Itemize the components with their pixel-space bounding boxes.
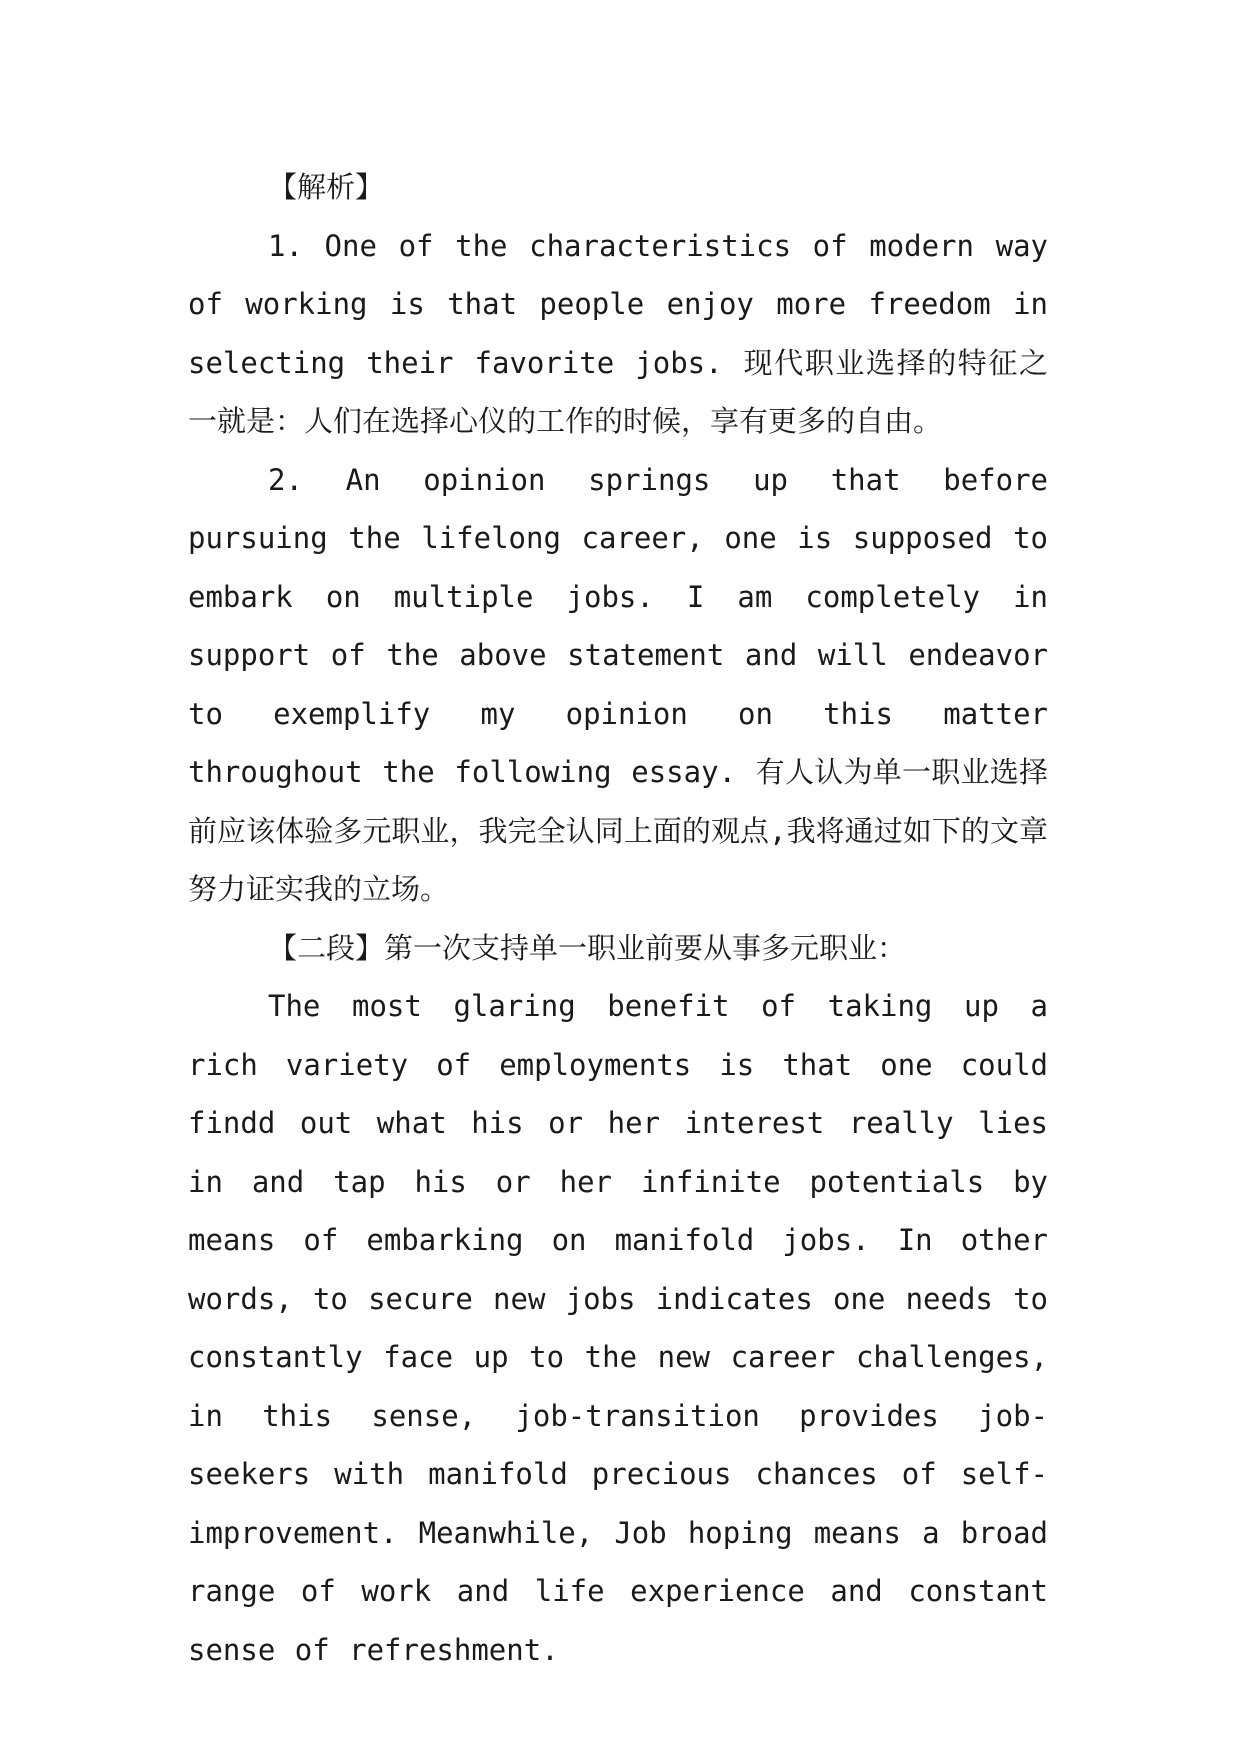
paragraph-point-2: 2. An opinion springs up that before pursuing the lifelong career, one is supposed to embark on multiple jobs. I am completely in support of the above statement and will endeavor to exemplify my opinion on this matter throughout the following essay. 有人认为单一职业选择前应该体验多元职业，我完全认同上面的观点,我将通过如下的文章努力证实我的立场。 — [188, 462, 1048, 906]
analysis-heading: 【解析】 — [268, 170, 385, 204]
paragraph-section-2-body: The most glaring benefit of taking up a rich variety of employments is that one could findd out what his or her interest really lies in and tap his or her infinite potentials by means of embarking on manifold jobs. In other words, to secure new jobs indicates one needs to constantly face up to the new career challenges, in this sense, job-transition provides job-seekers with manifold precious chances of self-improvement. Meanwhile, Job hoping means a broad range of work and life experience and constant sense of refreshment. — [188, 989, 1048, 1667]
paragraph-point-1: 1. One of the characteristics of modern way of working is that people enjoy more freedom in selecting their favorite jobs. 现代职业选择的特征之一就是：人们在选择心仪的工作的时候，享有更多的自由。 — [188, 228, 1048, 438]
document-body — [188, 158, 1048, 1679]
section-2-heading: 【二段】第一次支持单一职业前要从事多元职业： — [268, 930, 907, 965]
